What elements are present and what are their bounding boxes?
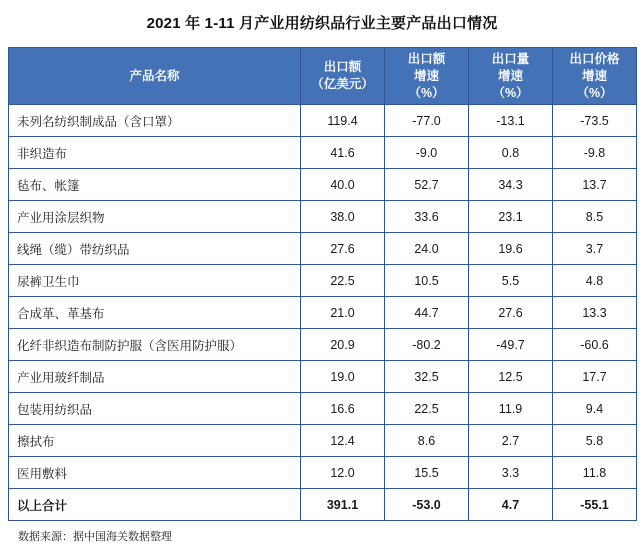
table-row-total xyxy=(9,489,637,521)
cell-product-name: 医用敷料 xyxy=(9,457,301,489)
table-body xyxy=(9,105,637,521)
cell-volume-growth: 3.3 xyxy=(469,457,553,489)
cell-product-name: 擦拭布 xyxy=(9,425,301,457)
table-row xyxy=(9,329,637,361)
cell-price-growth: 5.8 xyxy=(553,425,637,457)
cell-product-name: 产业用涂层织物 xyxy=(9,201,301,233)
table-row xyxy=(9,105,637,137)
cell-value-growth: 33.6 xyxy=(385,201,469,233)
cell-product-name: 毡布、帐篷 xyxy=(9,169,301,201)
cell-export-value: 22.5 xyxy=(301,265,385,297)
cell-price-growth: 13.7 xyxy=(553,169,637,201)
cell-price-growth: 11.8 xyxy=(553,457,637,489)
cell-volume-growth: 27.6 xyxy=(469,297,553,329)
cell-value-growth: 22.5 xyxy=(385,393,469,425)
table-row xyxy=(9,425,637,457)
table-row xyxy=(9,297,637,329)
cell-export-value: 40.0 xyxy=(301,169,385,201)
cell-volume-growth: 5.5 xyxy=(469,265,553,297)
page-title: 2021 年 1-11 月产业用纺织品行业主要产品出口情况 xyxy=(146,15,498,32)
source-note: 数据来源：据中国海关数据整理 xyxy=(18,531,172,543)
table-row xyxy=(9,457,637,489)
table-row xyxy=(9,201,637,233)
cell-product-name: 化纤非织造布制防护服（含医用防护服） xyxy=(9,329,301,361)
header-row xyxy=(9,48,637,105)
cell-total-price-growth: -55.1 xyxy=(553,489,637,521)
cell-price-growth: 4.8 xyxy=(553,265,637,297)
table-row xyxy=(9,361,637,393)
column-header-export-value: 出口额 （亿美元） xyxy=(301,48,385,105)
cell-total-value-growth: -53.0 xyxy=(385,489,469,521)
column-header-export-price-growth: 出口价格 增速 （%） xyxy=(553,48,637,105)
cell-export-value: 41.6 xyxy=(301,137,385,169)
cell-export-value: 119.4 xyxy=(301,105,385,137)
cell-value-growth: -77.0 xyxy=(385,105,469,137)
cell-volume-growth: 2.7 xyxy=(469,425,553,457)
cell-value-growth: 8.6 xyxy=(385,425,469,457)
cell-value-growth: -80.2 xyxy=(385,329,469,361)
export-data-table xyxy=(8,47,637,521)
cell-volume-growth: -13.1 xyxy=(469,105,553,137)
cell-volume-growth: -49.7 xyxy=(469,329,553,361)
cell-export-value: 19.0 xyxy=(301,361,385,393)
cell-export-value: 12.4 xyxy=(301,425,385,457)
column-header-product-name: 产品名称 xyxy=(9,48,301,105)
cell-price-growth: 17.7 xyxy=(553,361,637,393)
cell-export-value: 16.6 xyxy=(301,393,385,425)
cell-total-label: 以上合计 xyxy=(9,489,301,521)
cell-volume-growth: 34.3 xyxy=(469,169,553,201)
cell-value-growth: 15.5 xyxy=(385,457,469,489)
table-row xyxy=(9,265,637,297)
cell-value-growth: 24.0 xyxy=(385,233,469,265)
cell-value-growth: 32.5 xyxy=(385,361,469,393)
cell-price-growth: -60.6 xyxy=(553,329,637,361)
cell-price-growth: 9.4 xyxy=(553,393,637,425)
cell-volume-growth: 19.6 xyxy=(469,233,553,265)
cell-total-export-value: 391.1 xyxy=(301,489,385,521)
cell-product-name: 产业用玻纤制品 xyxy=(9,361,301,393)
cell-product-name: 非织造布 xyxy=(9,137,301,169)
cell-export-value: 12.0 xyxy=(301,457,385,489)
column-header-export-volume-growth: 出口量 增速 （%） xyxy=(469,48,553,105)
cell-volume-growth: 0.8 xyxy=(469,137,553,169)
cell-export-value: 27.6 xyxy=(301,233,385,265)
cell-volume-growth: 23.1 xyxy=(469,201,553,233)
cell-price-growth: 8.5 xyxy=(553,201,637,233)
cell-product-name: 尿裤卫生巾 xyxy=(9,265,301,297)
cell-volume-growth: 11.9 xyxy=(469,393,553,425)
cell-product-name: 未列名纺织制成品（含口罩） xyxy=(9,105,301,137)
cell-value-growth: -9.0 xyxy=(385,137,469,169)
table-row xyxy=(9,169,637,201)
cell-price-growth: -73.5 xyxy=(553,105,637,137)
column-header-export-value-growth: 出口额 增速 （%） xyxy=(385,48,469,105)
cell-price-growth: 13.3 xyxy=(553,297,637,329)
cell-value-growth: 10.5 xyxy=(385,265,469,297)
cell-product-name: 包装用纺织品 xyxy=(9,393,301,425)
cell-price-growth: -9.8 xyxy=(553,137,637,169)
cell-product-name: 线绳（缆）带纺织品 xyxy=(9,233,301,265)
cell-export-value: 21.0 xyxy=(301,297,385,329)
cell-export-value: 38.0 xyxy=(301,201,385,233)
table-row xyxy=(9,137,637,169)
cell-total-volume-growth: 4.7 xyxy=(469,489,553,521)
table-header xyxy=(9,48,637,105)
table-row xyxy=(9,233,637,265)
cell-value-growth: 52.7 xyxy=(385,169,469,201)
cell-product-name: 合成革、革基布 xyxy=(9,297,301,329)
cell-price-growth: 3.7 xyxy=(553,233,637,265)
cell-volume-growth: 12.5 xyxy=(469,361,553,393)
cell-export-value: 20.9 xyxy=(301,329,385,361)
cell-value-growth: 44.7 xyxy=(385,297,469,329)
table-row xyxy=(9,393,637,425)
